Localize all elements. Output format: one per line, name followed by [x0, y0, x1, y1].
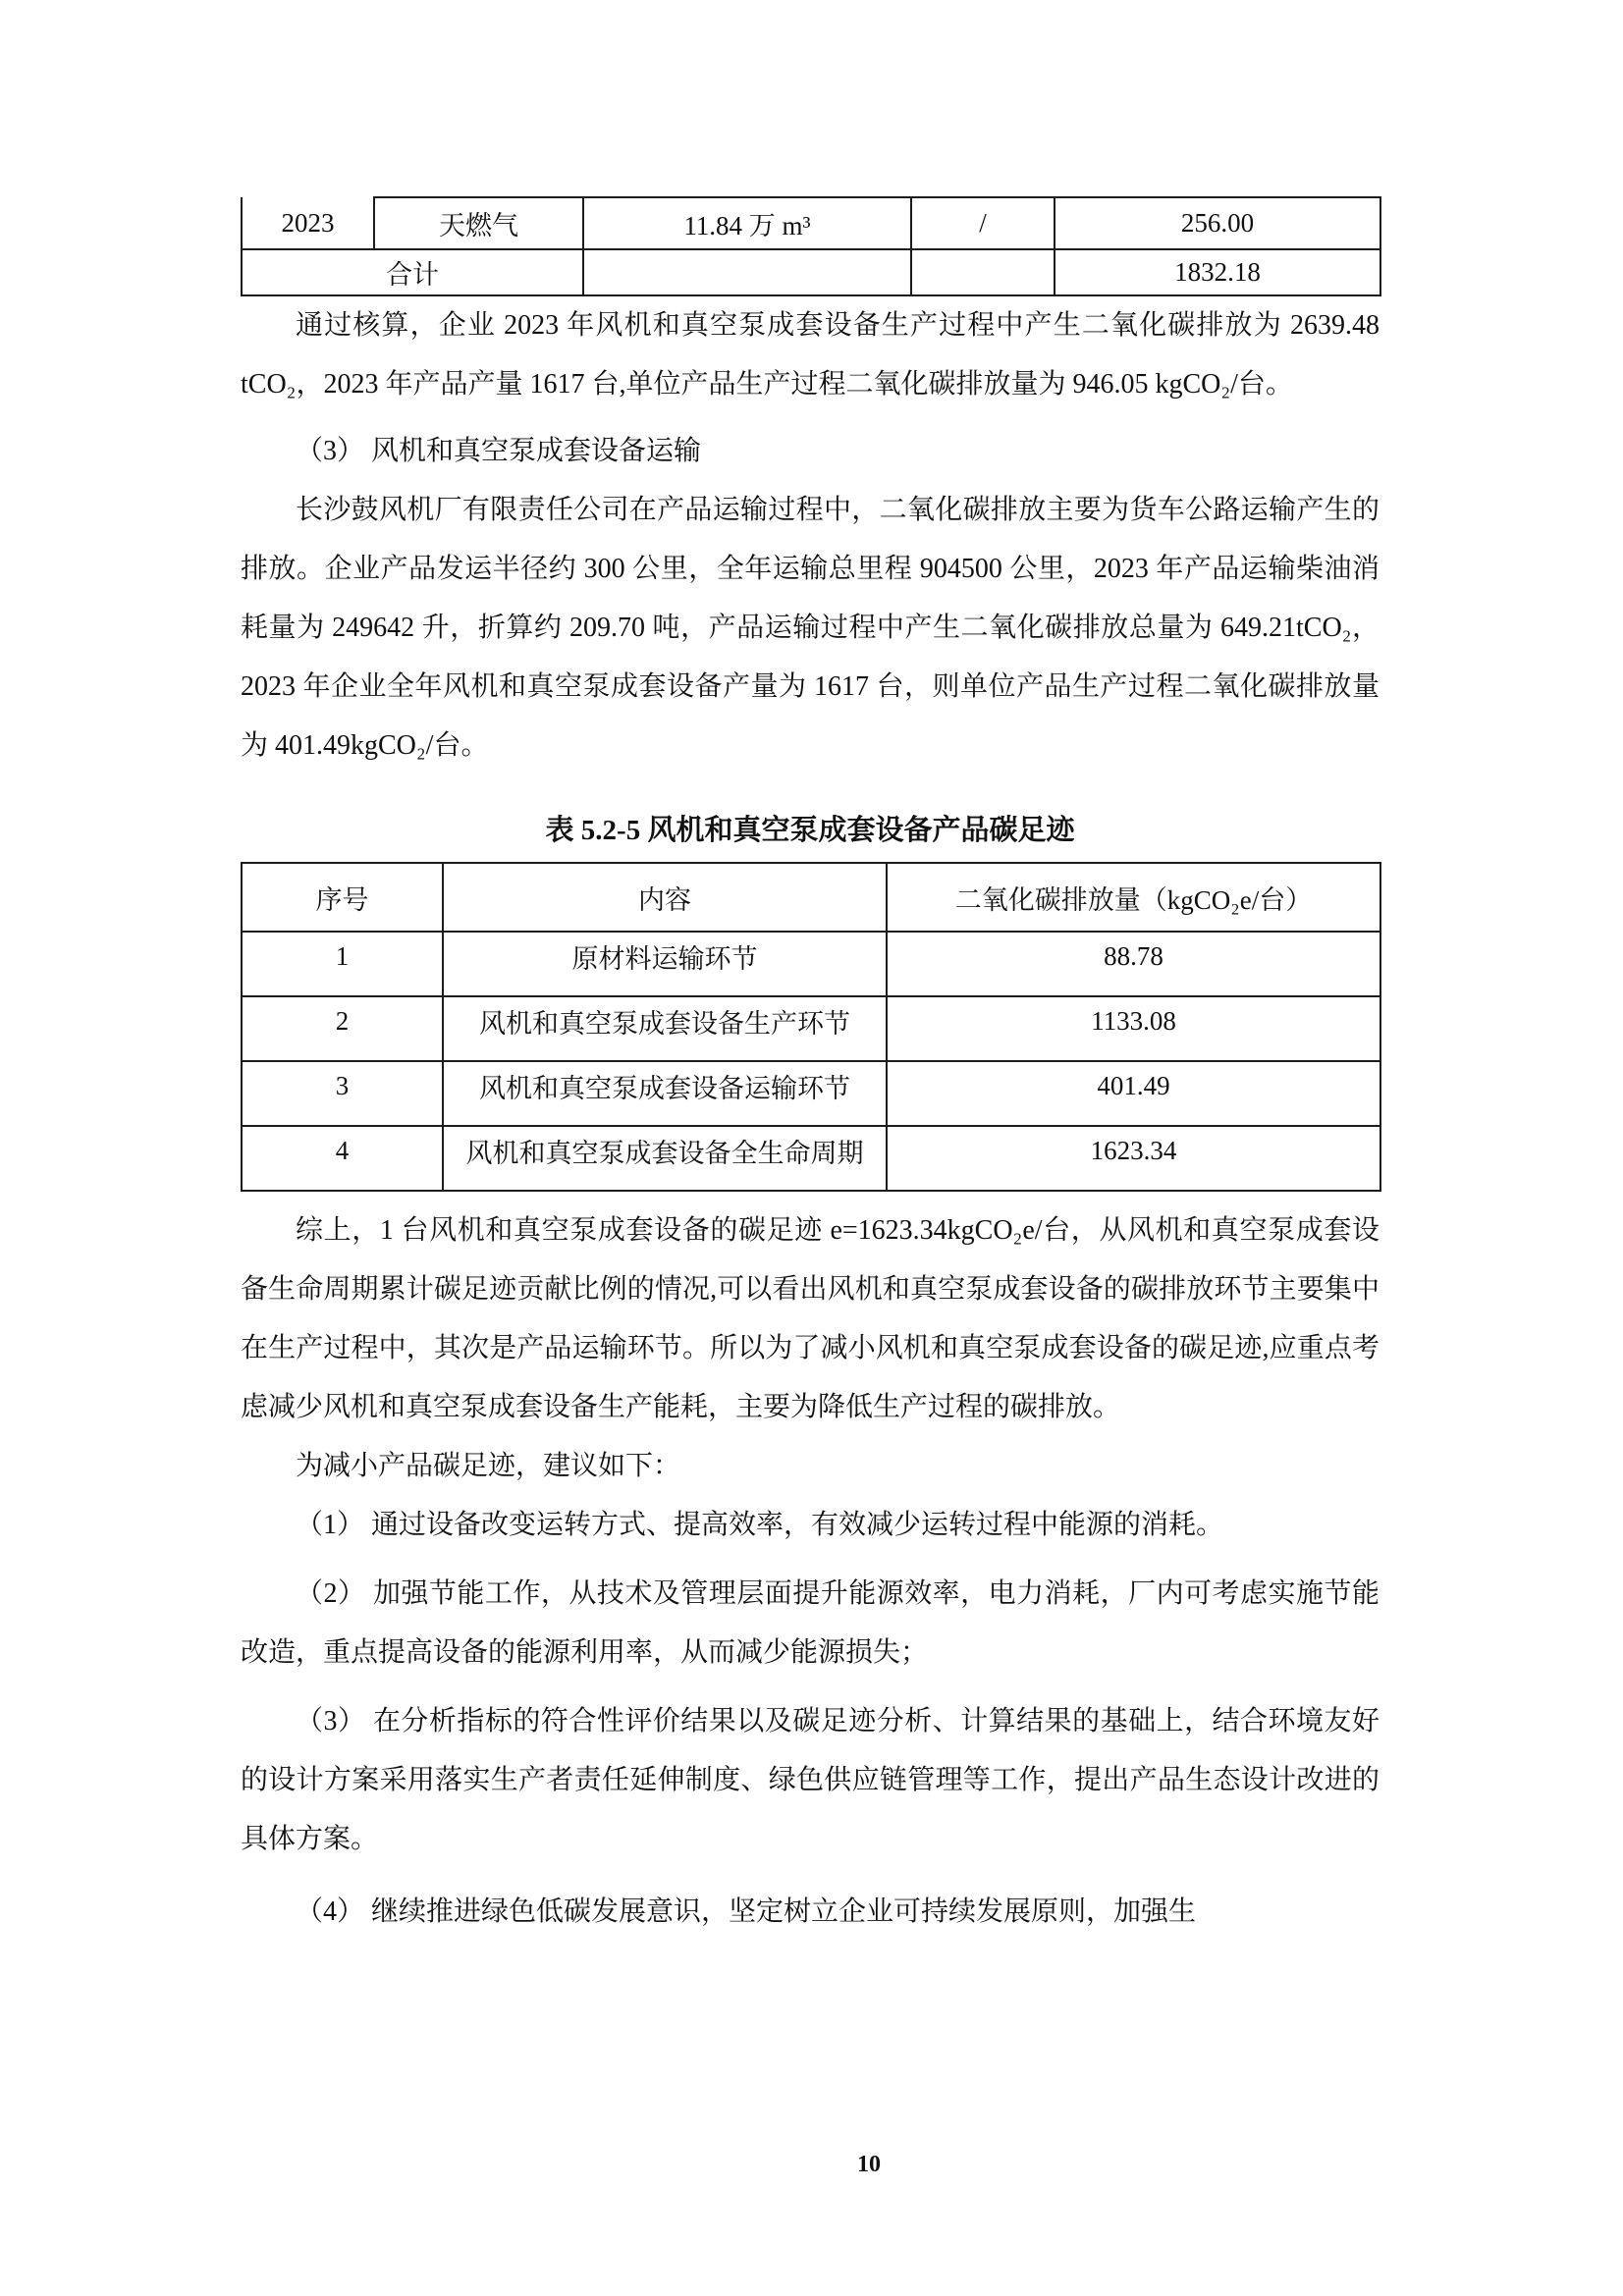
fuel-table-total-row [242, 249, 1380, 295]
fuel-consumption-table [241, 196, 1381, 296]
row-value-cell: 401.49 [887, 1061, 1380, 1126]
header-content: 内容 [443, 863, 887, 932]
paragraph-transport-emission: 长沙鼓风机厂有限责任公司在产品运输过程中，二氧化碳排放主要为货车公路运输产生的排放。企业产品发运半径约 300 公里，全年运输总里程 904500 公里，2023 年产品运输柴油消耗量为 249642 升，折算约 209.70 吨，产品运输过程中产生二氧化碳排放总量为 649.21tCO₂，2023 年企业全年风机和真空泵成套设备产量为 1617 台，则单位产品生产过程二氧化碳排放量为 401.49kgCO₂/台。 [241, 495, 1380, 761]
row-content-cell: 风机和真空泵成套设备全生命周期 [443, 1126, 887, 1191]
fuel-year-cell: 2023 [242, 197, 374, 249]
total-label-cell: 合计 [242, 249, 583, 295]
empty-cell [583, 249, 911, 295]
table-title: 表 5.2-5 风机和真空泵成套设备产品碳足迹 [545, 815, 1075, 846]
row-content-cell: 原材料运输环节 [443, 932, 887, 996]
fuel-type-cell: 天燃气 [374, 197, 583, 249]
fuel-table-row [242, 197, 1380, 249]
advice-item-2: （2） 加强节能工作，从技术及管理层面提升能源效率，电力消耗，厂内可考虑实施节能改造，重点提高设备的能源利用率，从而减少能源损失； [241, 1578, 1380, 1668]
total-value-cell: 1832.18 [1055, 249, 1380, 295]
fuel-emission-cell: 256.00 [1055, 197, 1380, 249]
row-index-cell: 4 [242, 1126, 443, 1191]
fuel-quantity-cell: 11.84 万 m³ [583, 197, 911, 249]
advice-item-4: （4） 继续推进绿色低碳发展意识，坚定树立企业可持续发展原则，加强生 [296, 1896, 1197, 1927]
fuel-factor-cell: / [911, 197, 1055, 249]
header-emission: 二氧化碳排放量（kgCO₂e/台） [887, 863, 1380, 932]
row-value-cell: 1133.08 [887, 996, 1380, 1061]
page-number: 10 [857, 2152, 881, 2177]
carbon-footprint-table [241, 862, 1381, 1192]
paragraph-advice-intro: 为减小产品碳足迹，建议如下： [296, 1451, 681, 1481]
page-content [241, 196, 1380, 1942]
advice-item-3: （3） 在分析指标的符合性评价结果以及碳足迹分析、计算结果的基础上，结合环境友好的设计方案采用落实生产者责任延伸制度、绿色供应链管理等工作，提出产品生态设计改进的具体方案。 [241, 1706, 1380, 1854]
table-row [242, 1126, 1380, 1191]
row-index-cell: 2 [242, 996, 443, 1061]
row-content-cell: 风机和真空泵成套设备运输环节 [443, 1061, 887, 1126]
row-index-cell: 1 [242, 932, 443, 996]
paragraph-accounting-result: 通过核算，企业 2023 年风机和真空泵成套设备生产过程中产生二氧化碳排放为 2639.48 tCO₂，2023 年产品产量 1617 台,单位产品生产过程二氧化碳排放量为 946.05 kgCO₂/台。 [241, 310, 1380, 400]
row-value-cell: 1623.34 [887, 1126, 1380, 1191]
table-row [242, 1061, 1380, 1126]
table-row [242, 932, 1380, 996]
advice-item-1: （1） 通过设备改变运转方式、提高效率，有效减少运转过程中能源的消耗。 [296, 1510, 1224, 1540]
heading-equipment-transport: （3） 风机和真空泵成套设备运输 [296, 436, 702, 466]
row-value-cell: 88.78 [887, 932, 1380, 996]
row-index-cell: 3 [242, 1061, 443, 1126]
footprint-header-row [242, 863, 1380, 932]
table-row [242, 996, 1380, 1061]
row-content-cell: 风机和真空泵成套设备生产环节 [443, 996, 887, 1061]
empty-cell [911, 249, 1055, 295]
header-index: 序号 [242, 863, 443, 932]
paragraph-summary: 综上，1 台风机和真空泵成套设备的碳足迹 e=1623.34kgCO₂e/台，从风机和真空泵成套设备生命周期累计碳足迹贡献比例的情况,可以看出风机和真空泵成套设备的碳排放环节主要集中在生产过程中，其次是产品运输环节。所以为了减小风机和真空泵成套设备的碳足迹,应重点考虑减少风机和真空泵成套设备生产能耗，主要为降低生产过程的碳排放。 [241, 1215, 1380, 1422]
